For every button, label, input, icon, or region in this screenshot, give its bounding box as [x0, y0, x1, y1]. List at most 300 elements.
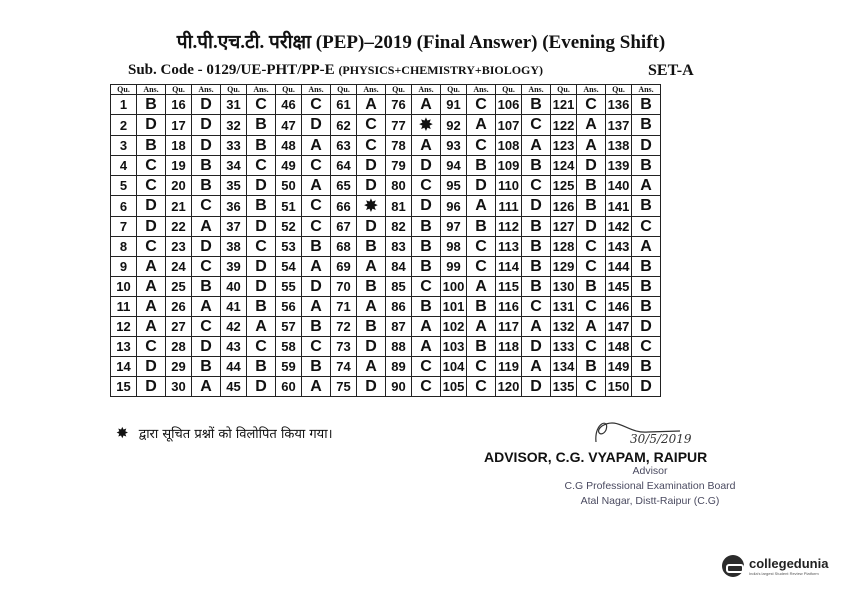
- answer-cell: C: [467, 257, 496, 277]
- question-number: 59: [276, 357, 302, 377]
- question-number: 1: [111, 95, 137, 115]
- column-header-ans: Ans.: [467, 85, 496, 95]
- answer-cell: D: [467, 176, 496, 196]
- question-number: 63: [331, 136, 357, 156]
- set-label: SET-A: [648, 62, 694, 79]
- answer-cell: A: [467, 277, 496, 297]
- question-number: 107: [496, 115, 522, 136]
- answer-cell: B: [302, 237, 331, 257]
- question-number: 79: [386, 156, 412, 176]
- answer-cell: B: [467, 297, 496, 317]
- table-row: [111, 95, 661, 115]
- question-number: 49: [276, 156, 302, 176]
- answer-cell: D: [357, 176, 386, 196]
- answer-cell: C: [357, 136, 386, 156]
- answer-cell: D: [577, 156, 606, 176]
- answer-cell: B: [577, 357, 606, 377]
- answer-cell: D: [357, 217, 386, 237]
- answer-cell: A: [412, 136, 441, 156]
- question-number: 100: [441, 277, 467, 297]
- question-number: 128: [551, 237, 577, 257]
- answer-cell: A: [192, 297, 221, 317]
- question-number: 117: [496, 317, 522, 337]
- mascot-icon: [722, 555, 744, 577]
- answer-cell: B: [632, 95, 661, 115]
- question-number: 6: [111, 196, 137, 217]
- answer-cell: C: [302, 217, 331, 237]
- answer-cell: A: [412, 337, 441, 357]
- answer-cell: C: [247, 95, 276, 115]
- answer-cell: A: [302, 136, 331, 156]
- question-number: 45: [221, 377, 247, 397]
- table-row: [111, 136, 661, 156]
- answer-cell: C: [137, 176, 166, 196]
- table-row: [111, 277, 661, 297]
- answer-cell: C: [467, 237, 496, 257]
- question-number: 84: [386, 257, 412, 277]
- answer-cell: B: [522, 237, 551, 257]
- question-number: 65: [331, 176, 357, 196]
- question-number: 131: [551, 297, 577, 317]
- question-number: 34: [221, 156, 247, 176]
- answer-cell: B: [247, 136, 276, 156]
- question-number: 118: [496, 337, 522, 357]
- question-number: 105: [441, 377, 467, 397]
- question-number: 7: [111, 217, 137, 237]
- question-number: 43: [221, 337, 247, 357]
- question-number: 24: [166, 257, 192, 277]
- answer-cell: C: [302, 196, 331, 217]
- column-header-qu: Qu.: [166, 85, 192, 95]
- question-number: 96: [441, 196, 467, 217]
- question-number: 11: [111, 297, 137, 317]
- table-row: [111, 297, 661, 317]
- answer-cell: C: [302, 95, 331, 115]
- subjects-text: (PHYSICS+CHEMISTRY+BIOLOGY): [338, 63, 544, 77]
- answer-cell: D: [137, 196, 166, 217]
- question-number: 83: [386, 237, 412, 257]
- answer-cell: C: [192, 257, 221, 277]
- answer-cell: D: [137, 357, 166, 377]
- answer-cell: A: [137, 297, 166, 317]
- subject-code-text: Sub. Code - 0129/UE-PHT/PP-E: [128, 62, 335, 78]
- answer-cell: B: [632, 156, 661, 176]
- answer-cell: A: [632, 237, 661, 257]
- question-number: 136: [606, 95, 632, 115]
- answer-cell: B: [302, 317, 331, 337]
- answer-cell: C: [522, 176, 551, 196]
- question-number: 75: [331, 377, 357, 397]
- question-number: 18: [166, 136, 192, 156]
- question-number: 90: [386, 377, 412, 397]
- question-number: 28: [166, 337, 192, 357]
- answer-cell: D: [137, 217, 166, 237]
- answer-cell: B: [577, 196, 606, 217]
- answer-cell: D: [412, 156, 441, 176]
- answer-cell: C: [632, 217, 661, 237]
- column-header-qu: Qu.: [111, 85, 137, 95]
- column-header-ans: Ans.: [357, 85, 386, 95]
- question-number: 20: [166, 176, 192, 196]
- question-number: 62: [331, 115, 357, 136]
- table-row: [111, 196, 661, 217]
- logo-name: collegedunia: [749, 556, 829, 571]
- answer-cell: B: [522, 95, 551, 115]
- answer-cell: B: [247, 297, 276, 317]
- column-header-ans: Ans.: [302, 85, 331, 95]
- question-number: 44: [221, 357, 247, 377]
- answer-cell: B: [632, 297, 661, 317]
- question-number: 32: [221, 115, 247, 136]
- question-number: 134: [551, 357, 577, 377]
- question-number: 91: [441, 95, 467, 115]
- footnote-text: द्वारा सूचित प्रश्नों को विलोपित किया गया।: [138, 427, 333, 442]
- answer-cell: C: [467, 95, 496, 115]
- question-number: 47: [276, 115, 302, 136]
- answer-cell: B: [247, 196, 276, 217]
- question-number: 15: [111, 377, 137, 397]
- answer-cell: D: [192, 237, 221, 257]
- answer-cell: B: [632, 196, 661, 217]
- answer-cell: A: [192, 217, 221, 237]
- stamp-line-1: Advisor: [632, 465, 668, 477]
- answer-cell: B: [192, 156, 221, 176]
- question-number: 36: [221, 196, 247, 217]
- answer-cell: B: [357, 237, 386, 257]
- stamp-line-2: C.G Professional Examination Board: [564, 480, 736, 492]
- answer-cell: B: [412, 297, 441, 317]
- question-number: 108: [496, 136, 522, 156]
- question-number: 16: [166, 95, 192, 115]
- answer-cell: A: [302, 257, 331, 277]
- answer-cell: D: [137, 115, 166, 136]
- question-number: 60: [276, 377, 302, 397]
- question-number: 144: [606, 257, 632, 277]
- answer-cell: A: [412, 95, 441, 115]
- question-number: 70: [331, 277, 357, 297]
- answer-cell: C: [192, 196, 221, 217]
- question-number: 104: [441, 357, 467, 377]
- answer-cell: C: [302, 337, 331, 357]
- question-number: 95: [441, 176, 467, 196]
- answer-cell: C: [247, 156, 276, 176]
- answer-cell: C: [632, 337, 661, 357]
- answer-cell: D: [412, 196, 441, 217]
- answer-cell: C: [577, 237, 606, 257]
- question-number: 89: [386, 357, 412, 377]
- answer-cell: B: [632, 277, 661, 297]
- answer-cell: ✸: [357, 196, 386, 217]
- question-number: 138: [606, 136, 632, 156]
- question-number: 137: [606, 115, 632, 136]
- question-number: 21: [166, 196, 192, 217]
- table-row: [111, 317, 661, 337]
- answer-cell: A: [412, 317, 441, 337]
- answer-cell: D: [632, 136, 661, 156]
- answer-cell: A: [577, 136, 606, 156]
- answer-cell: B: [247, 357, 276, 377]
- question-number: 53: [276, 237, 302, 257]
- question-number: 111: [496, 196, 522, 217]
- answer-key-table: [110, 84, 661, 397]
- answer-cell: B: [522, 277, 551, 297]
- table-row: [111, 337, 661, 357]
- question-number: 40: [221, 277, 247, 297]
- answer-cell: D: [192, 337, 221, 357]
- answer-cell: A: [577, 317, 606, 337]
- question-number: 103: [441, 337, 467, 357]
- table-row: [111, 257, 661, 277]
- question-number: 139: [606, 156, 632, 176]
- answer-cell: C: [137, 237, 166, 257]
- answer-cell: D: [357, 156, 386, 176]
- question-number: 13: [111, 337, 137, 357]
- answer-cell: C: [577, 337, 606, 357]
- answer-cell: B: [192, 357, 221, 377]
- answer-cell: B: [522, 217, 551, 237]
- answer-cell: B: [632, 115, 661, 136]
- answer-cell: D: [137, 377, 166, 397]
- question-number: 33: [221, 136, 247, 156]
- footnote: [116, 424, 333, 442]
- answer-cell: A: [302, 297, 331, 317]
- answer-cell: C: [137, 156, 166, 176]
- question-number: 99: [441, 257, 467, 277]
- answer-cell: B: [577, 277, 606, 297]
- question-number: 98: [441, 237, 467, 257]
- answer-cell: C: [522, 297, 551, 317]
- answer-cell: D: [247, 217, 276, 237]
- question-number: 54: [276, 257, 302, 277]
- question-number: 61: [331, 95, 357, 115]
- question-number: 120: [496, 377, 522, 397]
- question-number: 133: [551, 337, 577, 357]
- answer-cell: C: [412, 357, 441, 377]
- answer-cell: C: [247, 237, 276, 257]
- answer-cell: A: [357, 357, 386, 377]
- answer-cell: D: [192, 95, 221, 115]
- answer-cell: C: [467, 136, 496, 156]
- question-number: 17: [166, 115, 192, 136]
- answer-cell: A: [467, 196, 496, 217]
- answer-cell: C: [577, 257, 606, 277]
- answer-cell: C: [412, 176, 441, 196]
- question-number: 113: [496, 237, 522, 257]
- question-number: 82: [386, 217, 412, 237]
- answer-cell: B: [137, 136, 166, 156]
- question-number: 106: [496, 95, 522, 115]
- question-number: 38: [221, 237, 247, 257]
- question-number: 135: [551, 377, 577, 397]
- answer-cell: C: [577, 297, 606, 317]
- question-number: 12: [111, 317, 137, 337]
- answer-cell: A: [302, 377, 331, 397]
- column-header-qu: Qu.: [221, 85, 247, 95]
- answer-cell: A: [522, 357, 551, 377]
- question-number: 121: [551, 95, 577, 115]
- column-header-ans: Ans.: [247, 85, 276, 95]
- answer-cell: B: [467, 337, 496, 357]
- answer-cell: A: [522, 136, 551, 156]
- question-number: 87: [386, 317, 412, 337]
- question-number: 123: [551, 136, 577, 156]
- question-number: 69: [331, 257, 357, 277]
- answer-cell: C: [137, 337, 166, 357]
- deleted-question-icon: ✸: [116, 424, 129, 442]
- question-number: 126: [551, 196, 577, 217]
- question-number: 115: [496, 277, 522, 297]
- subject-code: [128, 62, 728, 79]
- question-number: 23: [166, 237, 192, 257]
- question-number: 72: [331, 317, 357, 337]
- answer-cell: D: [302, 277, 331, 297]
- question-number: 130: [551, 277, 577, 297]
- question-number: 66: [331, 196, 357, 217]
- answer-cell: A: [247, 317, 276, 337]
- question-number: 132: [551, 317, 577, 337]
- question-number: 68: [331, 237, 357, 257]
- question-number: 2: [111, 115, 137, 136]
- column-header-qu: Qu.: [606, 85, 632, 95]
- question-number: 9: [111, 257, 137, 277]
- question-number: 77: [386, 115, 412, 136]
- question-number: 22: [166, 217, 192, 237]
- question-number: 150: [606, 377, 632, 397]
- advisor-title: ADVISOR, C.G. VYAPAM, RAIPUR: [484, 449, 708, 465]
- office-stamp: [560, 464, 740, 509]
- answer-cell: D: [247, 377, 276, 397]
- question-number: 26: [166, 297, 192, 317]
- question-number: 114: [496, 257, 522, 277]
- answer-cell: A: [302, 176, 331, 196]
- answer-cell: B: [247, 115, 276, 136]
- column-header-ans: Ans.: [412, 85, 441, 95]
- table-row: [111, 115, 661, 136]
- question-number: 74: [331, 357, 357, 377]
- question-number: 141: [606, 196, 632, 217]
- answer-cell: D: [247, 257, 276, 277]
- question-number: 35: [221, 176, 247, 196]
- question-number: 125: [551, 176, 577, 196]
- answer-cell: D: [247, 277, 276, 297]
- question-number: 55: [276, 277, 302, 297]
- question-number: 42: [221, 317, 247, 337]
- answer-cell: A: [192, 377, 221, 397]
- column-header-ans: Ans.: [632, 85, 661, 95]
- question-number: 116: [496, 297, 522, 317]
- answer-cell: D: [357, 337, 386, 357]
- answer-cell: B: [412, 237, 441, 257]
- answer-cell: C: [467, 377, 496, 397]
- answer-cell: D: [192, 115, 221, 136]
- column-header-qu: Qu.: [276, 85, 302, 95]
- stamp-line-3: Atal Nagar, Distt-Raipur (C.G): [580, 495, 720, 507]
- answer-cell: D: [192, 136, 221, 156]
- answer-cell: A: [137, 257, 166, 277]
- question-number: 29: [166, 357, 192, 377]
- column-header-ans: Ans.: [192, 85, 221, 95]
- question-number: 27: [166, 317, 192, 337]
- question-number: 48: [276, 136, 302, 156]
- question-number: 37: [221, 217, 247, 237]
- question-number: 85: [386, 277, 412, 297]
- answer-cell: D: [247, 176, 276, 196]
- answer-cell: B: [302, 357, 331, 377]
- answer-cell: C: [577, 377, 606, 397]
- answer-cell: D: [632, 377, 661, 397]
- question-number: 140: [606, 176, 632, 196]
- question-number: 8: [111, 237, 137, 257]
- answer-cell: C: [247, 337, 276, 357]
- question-number: 64: [331, 156, 357, 176]
- question-number: 25: [166, 277, 192, 297]
- question-number: 112: [496, 217, 522, 237]
- question-number: 50: [276, 176, 302, 196]
- question-number: 148: [606, 337, 632, 357]
- question-number: 147: [606, 317, 632, 337]
- question-number: 73: [331, 337, 357, 357]
- table-row: [111, 357, 661, 377]
- question-number: 146: [606, 297, 632, 317]
- answer-cell: B: [522, 257, 551, 277]
- answer-cell: B: [192, 277, 221, 297]
- answer-cell: B: [467, 217, 496, 237]
- question-number: 19: [166, 156, 192, 176]
- question-number: 30: [166, 377, 192, 397]
- column-header-ans: Ans.: [137, 85, 166, 95]
- answer-cell: B: [577, 176, 606, 196]
- question-number: 14: [111, 357, 137, 377]
- question-number: 86: [386, 297, 412, 317]
- answer-cell: B: [467, 156, 496, 176]
- answer-cell: D: [357, 377, 386, 397]
- answer-cell: A: [467, 317, 496, 337]
- collegedunia-logo: [722, 545, 834, 587]
- answer-cell: A: [577, 115, 606, 136]
- table-row: [111, 176, 661, 196]
- answer-cell: C: [357, 115, 386, 136]
- answer-cell: C: [192, 317, 221, 337]
- answer-cell: D: [522, 377, 551, 397]
- answer-cell: D: [632, 317, 661, 337]
- column-header-ans: Ans.: [577, 85, 606, 95]
- table-row: [111, 217, 661, 237]
- question-number: 101: [441, 297, 467, 317]
- column-header-qu: Qu.: [441, 85, 467, 95]
- column-header-qu: Qu.: [551, 85, 577, 95]
- column-header-qu: Qu.: [331, 85, 357, 95]
- answer-cell: B: [632, 257, 661, 277]
- question-number: 92: [441, 115, 467, 136]
- answer-cell: C: [412, 277, 441, 297]
- question-number: 58: [276, 337, 302, 357]
- question-number: 51: [276, 196, 302, 217]
- column-header-qu: Qu.: [386, 85, 412, 95]
- question-number: 56: [276, 297, 302, 317]
- question-number: 119: [496, 357, 522, 377]
- question-number: 127: [551, 217, 577, 237]
- answer-cell: D: [522, 337, 551, 357]
- answer-cell: D: [302, 115, 331, 136]
- question-number: 80: [386, 176, 412, 196]
- question-number: 97: [441, 217, 467, 237]
- answer-cell: D: [522, 196, 551, 217]
- answer-cell: A: [137, 277, 166, 297]
- question-number: 94: [441, 156, 467, 176]
- question-number: 122: [551, 115, 577, 136]
- signature-date: 30/5/2019: [630, 432, 692, 446]
- question-number: 41: [221, 297, 247, 317]
